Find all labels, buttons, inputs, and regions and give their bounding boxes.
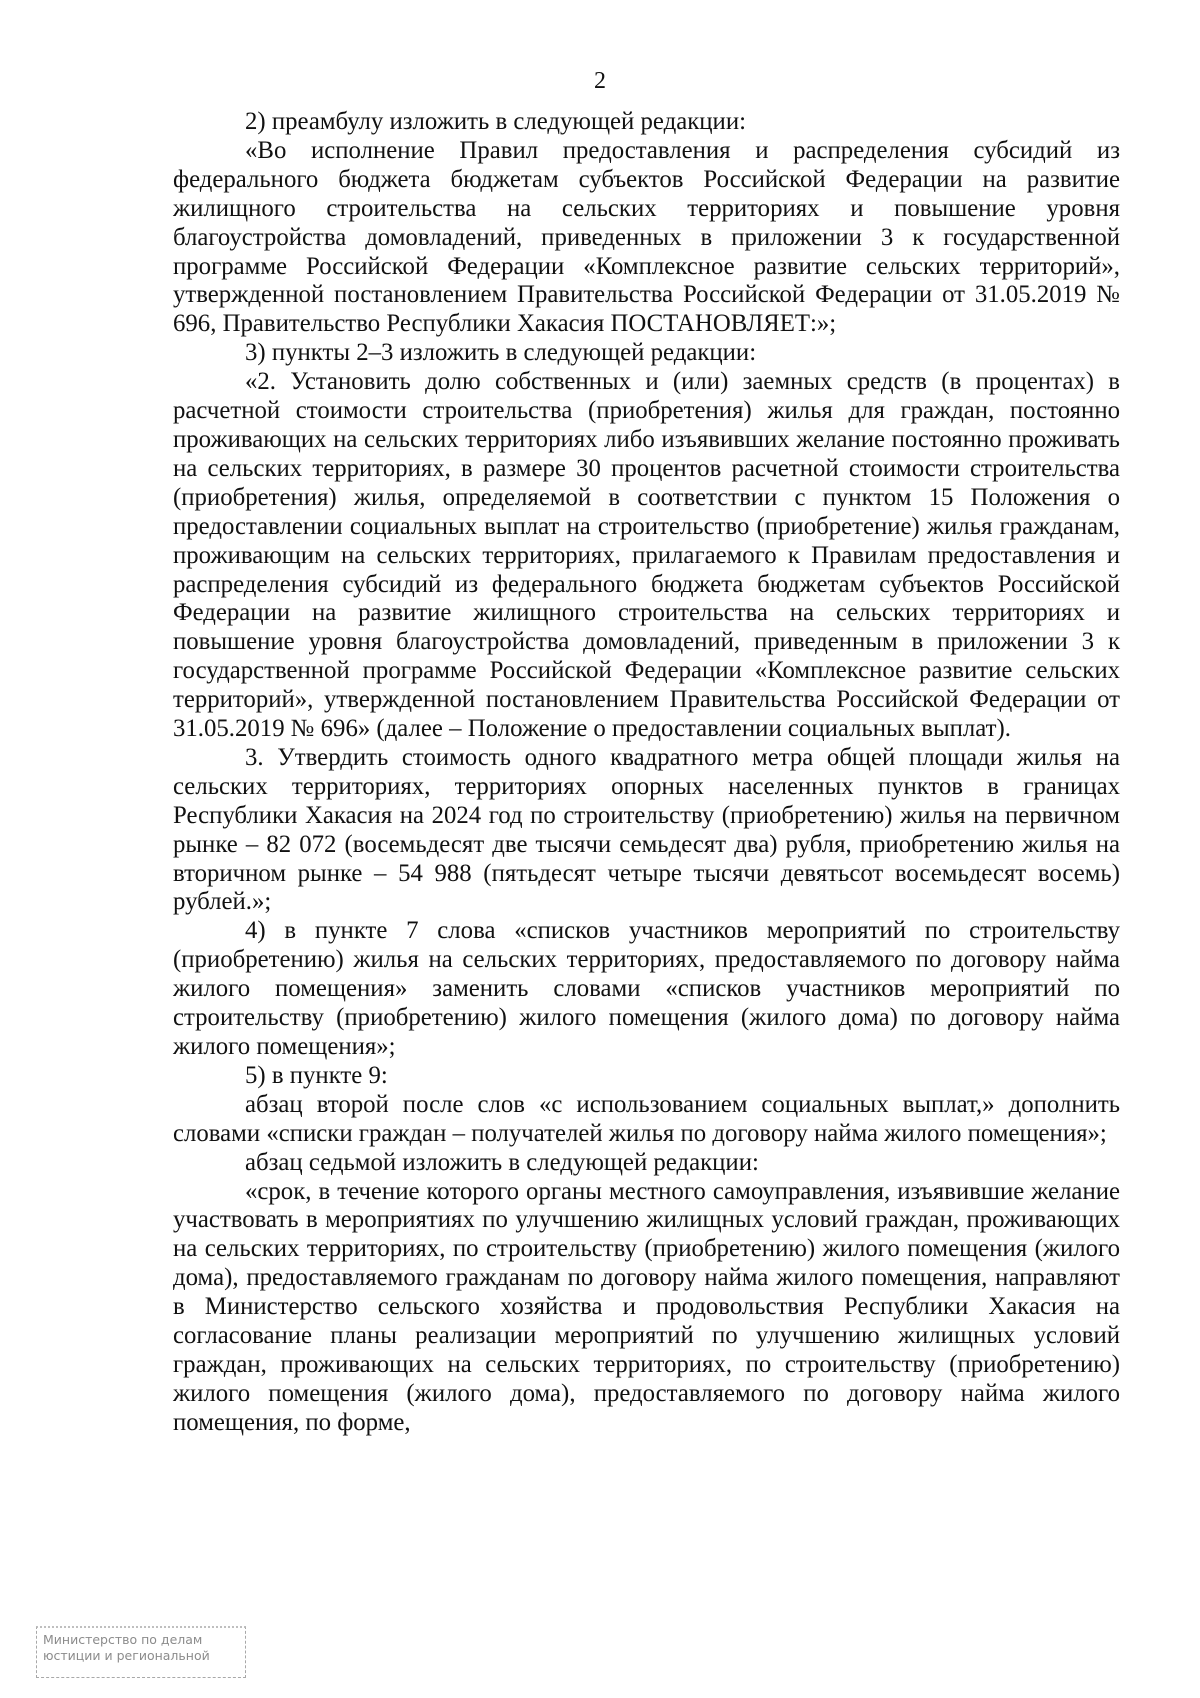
page-number: 2 — [594, 68, 606, 94]
paragraph-point-2: «2. Установить долю собственных и (или) заемных средств (в процентах) в расчетной стоимости строительства (приобретения) жилья для граждан, постоянно проживающих на сельских территориях либо изъявивших желание постоянно проживать на сельских территориях, в размере 30 процентов расчетной стоимости строительства (приобретения) жилья, определяемой в соответствии с пунктом 15 Положения о предоставлении социальных выплат на строительство (приобретение) жилья гражданам, проживающим на сельских территориях, прилагаемого к Правилам предоставления и распределения субсидий из федерального бюджета бюджетам субъектов Российской Федерации на развитие жилищного строительства на сельских территориях и повышение уровня благоустройства домовладений, приведенным в приложении 3 к государственной программе Российской Федерации «Комплексное развитие сельских территорий», утвержденной постановлением Правительства Российской Федерации от 31.05.2019 № 696» (далее – Положение о предоставлении социальных выплат). — [173, 368, 1120, 743]
paragraph-abzac-7-text: «срок, в течение которого органы местного самоуправления, изъявившие желание участвовать в мероприятиях по улучшению жилищных условий граждан, проживающих на сельских территориях, по строительству (приобретению) жилого помещения (жилого дома), предоставляемого гражданам по договору найма жилого помещения, направляют в Министерство сельского хозяйства и продовольствия Республики Хакасия на согласование планы реализации мероприятий по улучшению жилищных условий граждан, проживающих на сельских территориях, по строительству (приобретению) жилого помещения (жилого дома), предоставляемого по договору найма жилого помещения, по форме, — [173, 1177, 1120, 1436]
registration-stamp — [36, 1626, 246, 1678]
paragraph-points-item: 3) пункты 2–3 изложить в следующей редакции: — [245, 339, 757, 367]
document-body — [173, 108, 1120, 1438]
paragraph-item-5: 5) в пункте 9: — [245, 1061, 388, 1089]
paragraph-preamble-item: 2) преамбулу изложить в следующей редакции: — [245, 108, 746, 135]
paragraph-abzac-7-intro: абзац седьмой изложить в следующей редакции: — [245, 1148, 759, 1176]
stamp-line-1: Министерство по делам — [43, 1632, 203, 1647]
paragraph-item-4: 4) в пункте 7 слова «списков участников мероприятий по строительству (приобретению) жилья на сельских территориях, предоставляемого по договору найма жилого помещения» заменить словами «списков участников мероприятий по строительству (приобретению) жилого помещения (жилого дома) по договору найма жилого помещения»; — [173, 917, 1120, 1060]
paragraph-preamble-text: «Во исполнение Правил предоставления и распределения субсидий из федерального бюджета бюджетам субъектов Российской Федерации на развитие жилищного строительства на сельских территориях и повышение уровня благоустройства домовладений, приведенных в приложении 3 к государственной программе Российской Федерации «Комплексное развитие сельских территорий», утвержденной постановлением Правительства Российской Федерации от 31.05.2019 № 696, Правительство Республики Хакасия ПОСТАНОВЛЯЕТ:»; — [173, 136, 1120, 338]
stamp-line-2: юстиции и региональной — [43, 1648, 210, 1663]
paragraph-point-3: 3. Утвердить стоимость одного квадратного метра общей площади жилья на сельских территориях, территориях опорных населенных пунктов в границах Республики Хакасия на 2024 год по строительству (приобретению) жилья на первичном рынке – 82 072 (восемьдесят две тысячи семьдесят два) рубля, приобретению жилья на вторичном рынке – 54 988 (пятьдесят четыре тысячи девятьсот восемьдесят восемь) рублей.»; — [173, 743, 1120, 916]
paragraph-abzac-2: абзац второй после слов «с использованием социальных выплат,» дополнить словами «списки граждан – получателей жилья по договору найма жилого помещения»; — [173, 1090, 1120, 1147]
